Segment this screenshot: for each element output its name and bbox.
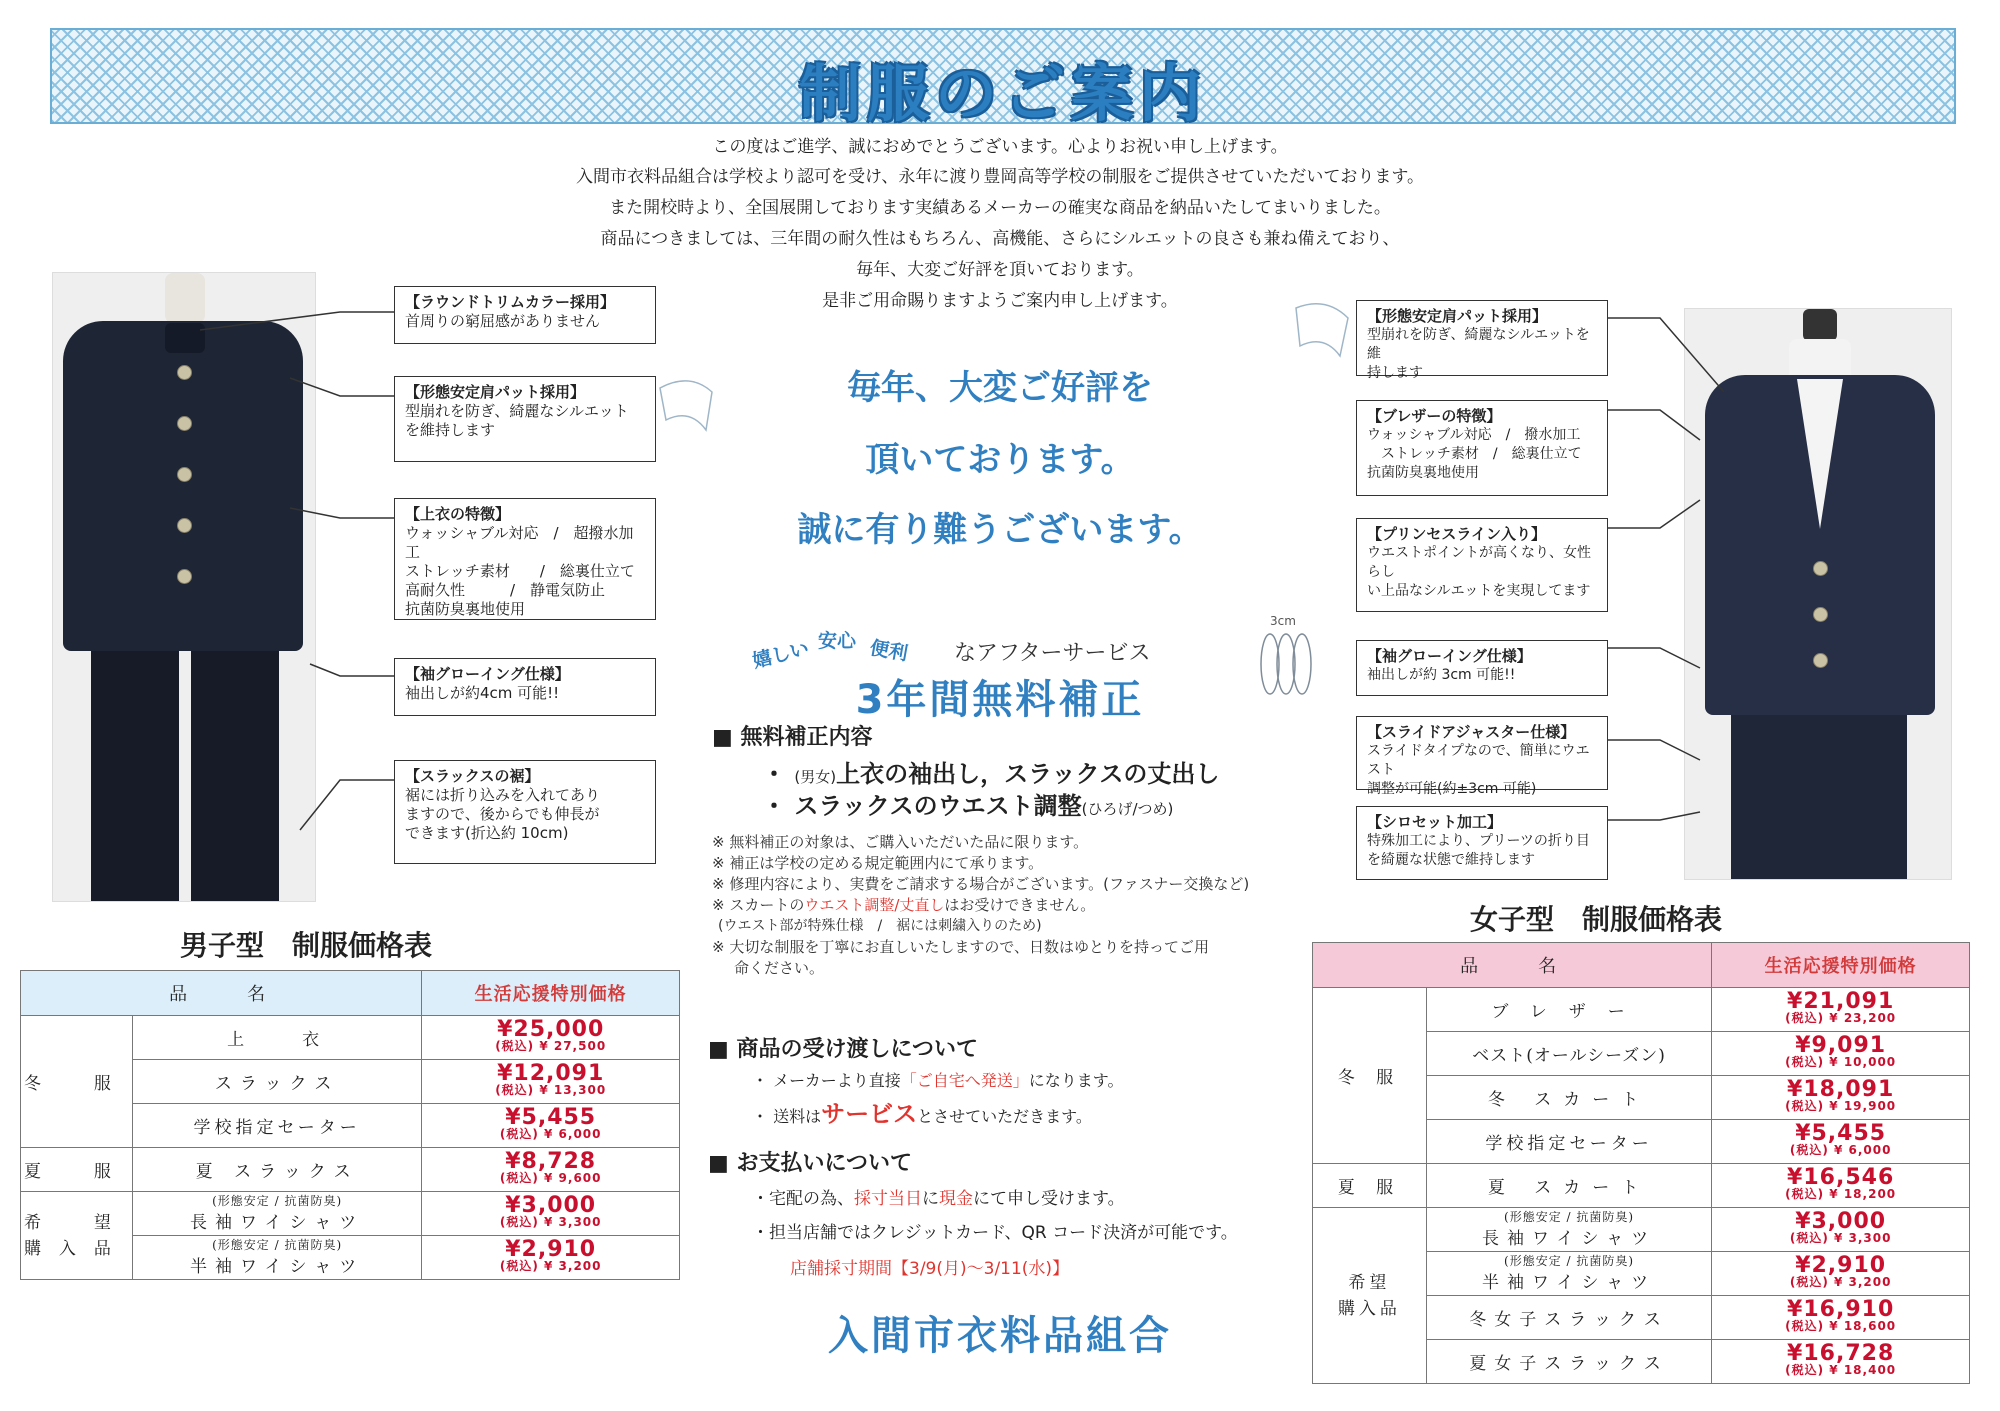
arc-word-2: 安心 <box>818 630 857 652</box>
male-price-table <box>20 970 680 1280</box>
service-tag: なアフターサービス <box>954 641 1151 666</box>
repair-notes: ※ 無料補正の対象は、ご購入いただいた品に限ります。 ※ 補正は学校の定める規定範囲内にて承ります。 ※ 修理内容により、実費をご請求する場合がございます。(ファスナー交換など) ※ スカートのウエスト調整/丈直しはお受けできません。 (ウエスト部が特殊仕様 / 裾には刺繍入りのため) ※ 大切な制服を丁寧にお直しいたしますので、日数はゆとりを持ってご用 命ください。 <box>712 833 1250 977</box>
table-row: 冬 服 上 衣 ¥25,000 (税込) ¥ 27,500 <box>21 1016 680 1060</box>
slogan-line-2: 頂いております。 <box>865 440 1135 480</box>
female-callout-pleat: 【シロセット加工】 特殊加工により、プリーツの折り目 を綺麗な状態で維持します <box>1356 806 1608 880</box>
male-col-name: 品 名 <box>21 971 422 1016</box>
cm-label: 3cm <box>1270 614 1296 628</box>
female-callout-adjuster: 【スライドアジャスター仕様】 スライドタイプなので、簡単にウエスト 調整が可能(約±3cm 可能) <box>1356 716 1608 790</box>
table-row: 夏女子スラックス ¥16,728 (税込) ¥ 18,400 <box>1313 1340 1970 1384</box>
slogan-line-3: 誠に有り難うございます。 <box>797 510 1203 550</box>
page-title: 制服のご案内 <box>798 57 1207 130</box>
delivery-line-2: ・ 送料はサービスとさせていただきます。 <box>752 1100 1092 1128</box>
table-row: 希望 購入品 (形態安定 / 抗菌防臭) 長袖ワイシャツ ¥3,000 (税込) ¥ 3,300 <box>1313 1208 1970 1252</box>
intro-line-5: 毎年、大変ご好評を頂いております。 <box>856 260 1144 280</box>
table-row: (形態安定 / 抗菌防臭) 半袖ワイシャツ ¥2,910 (税込) ¥ 3,200 <box>21 1236 680 1280</box>
female-callout-blazer: 【ブレザーの特徴】 ウォッシャブル対応 / 撥水加工 ストレッチ素材 / 総裏仕立て 抗菌防臭裏地使用 <box>1356 400 1608 496</box>
arc-word-3: 便利 <box>868 636 910 666</box>
intro-line-3: また開校時より、全国展開しております実績あるメーカーの確実な商品を納品いたしてまいりました。 <box>609 198 1391 218</box>
intro-line-6: 是非ご用命賜りますようご案内申し上げます。 <box>822 291 1178 311</box>
table-row: 冬女子スラックス ¥16,910 (税込) ¥ 18,600 <box>1313 1296 1970 1340</box>
arc-word-1: 嬉しい <box>750 637 812 673</box>
delivery-title: ■ 商品の受け渡しについて <box>708 1037 979 1062</box>
table-row: 冬 服 ブレザー ¥21,091 (税込) ¥ 23,200 <box>1313 988 1970 1032</box>
payment-title: ■ お支払いについて <box>708 1151 913 1176</box>
table-row: 学校指定セーター ¥5,455 (税込) ¥ 6,000 <box>21 1104 680 1148</box>
payment-line-1: ・宅配の為、採寸当日に現金にて申し受けます。 <box>752 1189 1125 1209</box>
female-callout-shoulder: 【形態安定肩パット採用】 型崩れを防ぎ、綺麗なシルエットを維 持します <box>1356 300 1608 376</box>
table-row: (形態安定 / 抗菌防臭) 半袖ワイシャツ ¥2,910 (税込) ¥ 3,200 <box>1313 1252 1970 1296</box>
female-callout-sleeve: 【袖グローイング仕様】 袖出しが約 3cm 可能!! <box>1356 640 1608 696</box>
payment-period: 店舗採寸期間【3/9(月)〜3/11(水)】 <box>790 1259 1070 1279</box>
table-row: 希 望 購入品 (形態安定 / 抗菌防臭) 長袖ワイシャツ ¥3,000 (税込) ¥ 3,300 <box>21 1192 680 1236</box>
table-row: スラックス ¥12,091 (税込) ¥ 13,300 <box>21 1060 680 1104</box>
male-col-price: 生活応援特別価格 <box>422 971 680 1016</box>
slogan-line-1: 毎年、大変ご好評を <box>847 368 1153 408</box>
male-table-title: 男子型 制服価格表 <box>180 929 433 962</box>
sleeve-rings-icon <box>1261 634 1311 694</box>
male-callout-sleeve: 【袖グローイング仕様】 袖出しが約4cm 可能!! <box>394 658 656 716</box>
intro-line-1: この度はご進学、誠におめでとうございます。心よりお祝い申し上げます。 <box>712 137 1288 157</box>
male-callout-hem: 【スラックスの裾】 裾には折り込みを入れてあり ますので、後からでも伸長が できます(折込約 10cm) <box>394 760 656 864</box>
male-callout-collar: 【ラウンドトリムカラー採用】 首周りの窮屈感がありません <box>394 286 656 344</box>
intro-line-2: 入間市衣料品組合は学校より認可を受け、永年に渡り豊岡高等学校の制服をご提供させていただいております。 <box>576 167 1424 187</box>
female-callout-princess: 【プリンセスライン入り】 ウエストポイントが高くなり、女性らし い上品なシルエットを実現してます <box>1356 518 1608 612</box>
free-repair-item-1: ・ (男女)上衣の袖出し，スラックスの丈出し <box>762 760 1220 788</box>
male-callout-shoulder: 【形態安定肩パット採用】 型崩れを防ぎ、綺麗なシルエット を維持します <box>394 376 656 462</box>
shoulder-pad-icon <box>660 381 712 430</box>
service-headline: 3年間無料補正 <box>855 677 1145 723</box>
table-row: 冬 スカート ¥18,091 (税込) ¥ 19,900 <box>1313 1076 1970 1120</box>
female-col-name: 品 名 <box>1313 943 1712 988</box>
table-row: 夏 服 夏 スラックス ¥8,728 (税込) ¥ 9,600 <box>21 1148 680 1192</box>
free-repair-item-2: ・ スラックスのウエスト調整(ひろげ/つめ) <box>762 792 1174 820</box>
shoulder-pad-icon-female <box>1296 304 1348 356</box>
table-row: 夏 服 夏 スカート ¥16,546 (税込) ¥ 18,200 <box>1313 1164 1970 1208</box>
table-row: 学校指定セーター ¥5,455 (税込) ¥ 6,000 <box>1313 1120 1970 1164</box>
footer-org: 入間市衣料品組合 <box>828 1313 1172 1359</box>
payment-line-2: ・担当店舗ではクレジットカード、QR コード決済が可能です。 <box>752 1223 1238 1243</box>
table-row: ベスト(オールシーズン) ¥9,091 (税込) ¥ 10,000 <box>1313 1032 1970 1076</box>
male-callout-jacket: 【上衣の特徴】 ウォッシャブル対応 / 超撥水加工 ストレッチ素材 / 総裏仕立て 高耐久性 / 静電気防止 抗菌防臭裏地使用 <box>394 498 656 620</box>
female-price-table <box>1312 942 1970 1384</box>
female-table-title: 女子型 制服価格表 <box>1470 903 1723 936</box>
female-col-price: 生活応援特別価格 <box>1712 943 1970 988</box>
free-repair-title: ■ 無料補正内容 <box>712 725 873 750</box>
intro-line-4: 商品につきましては、三年間の耐久性はもちろん、高機能、さらにシルエットの良さも兼ね備えており、 <box>600 229 1400 249</box>
delivery-line-1: ・ メーカーより直接「ご自宅へ発送」になります。 <box>752 1071 1124 1090</box>
